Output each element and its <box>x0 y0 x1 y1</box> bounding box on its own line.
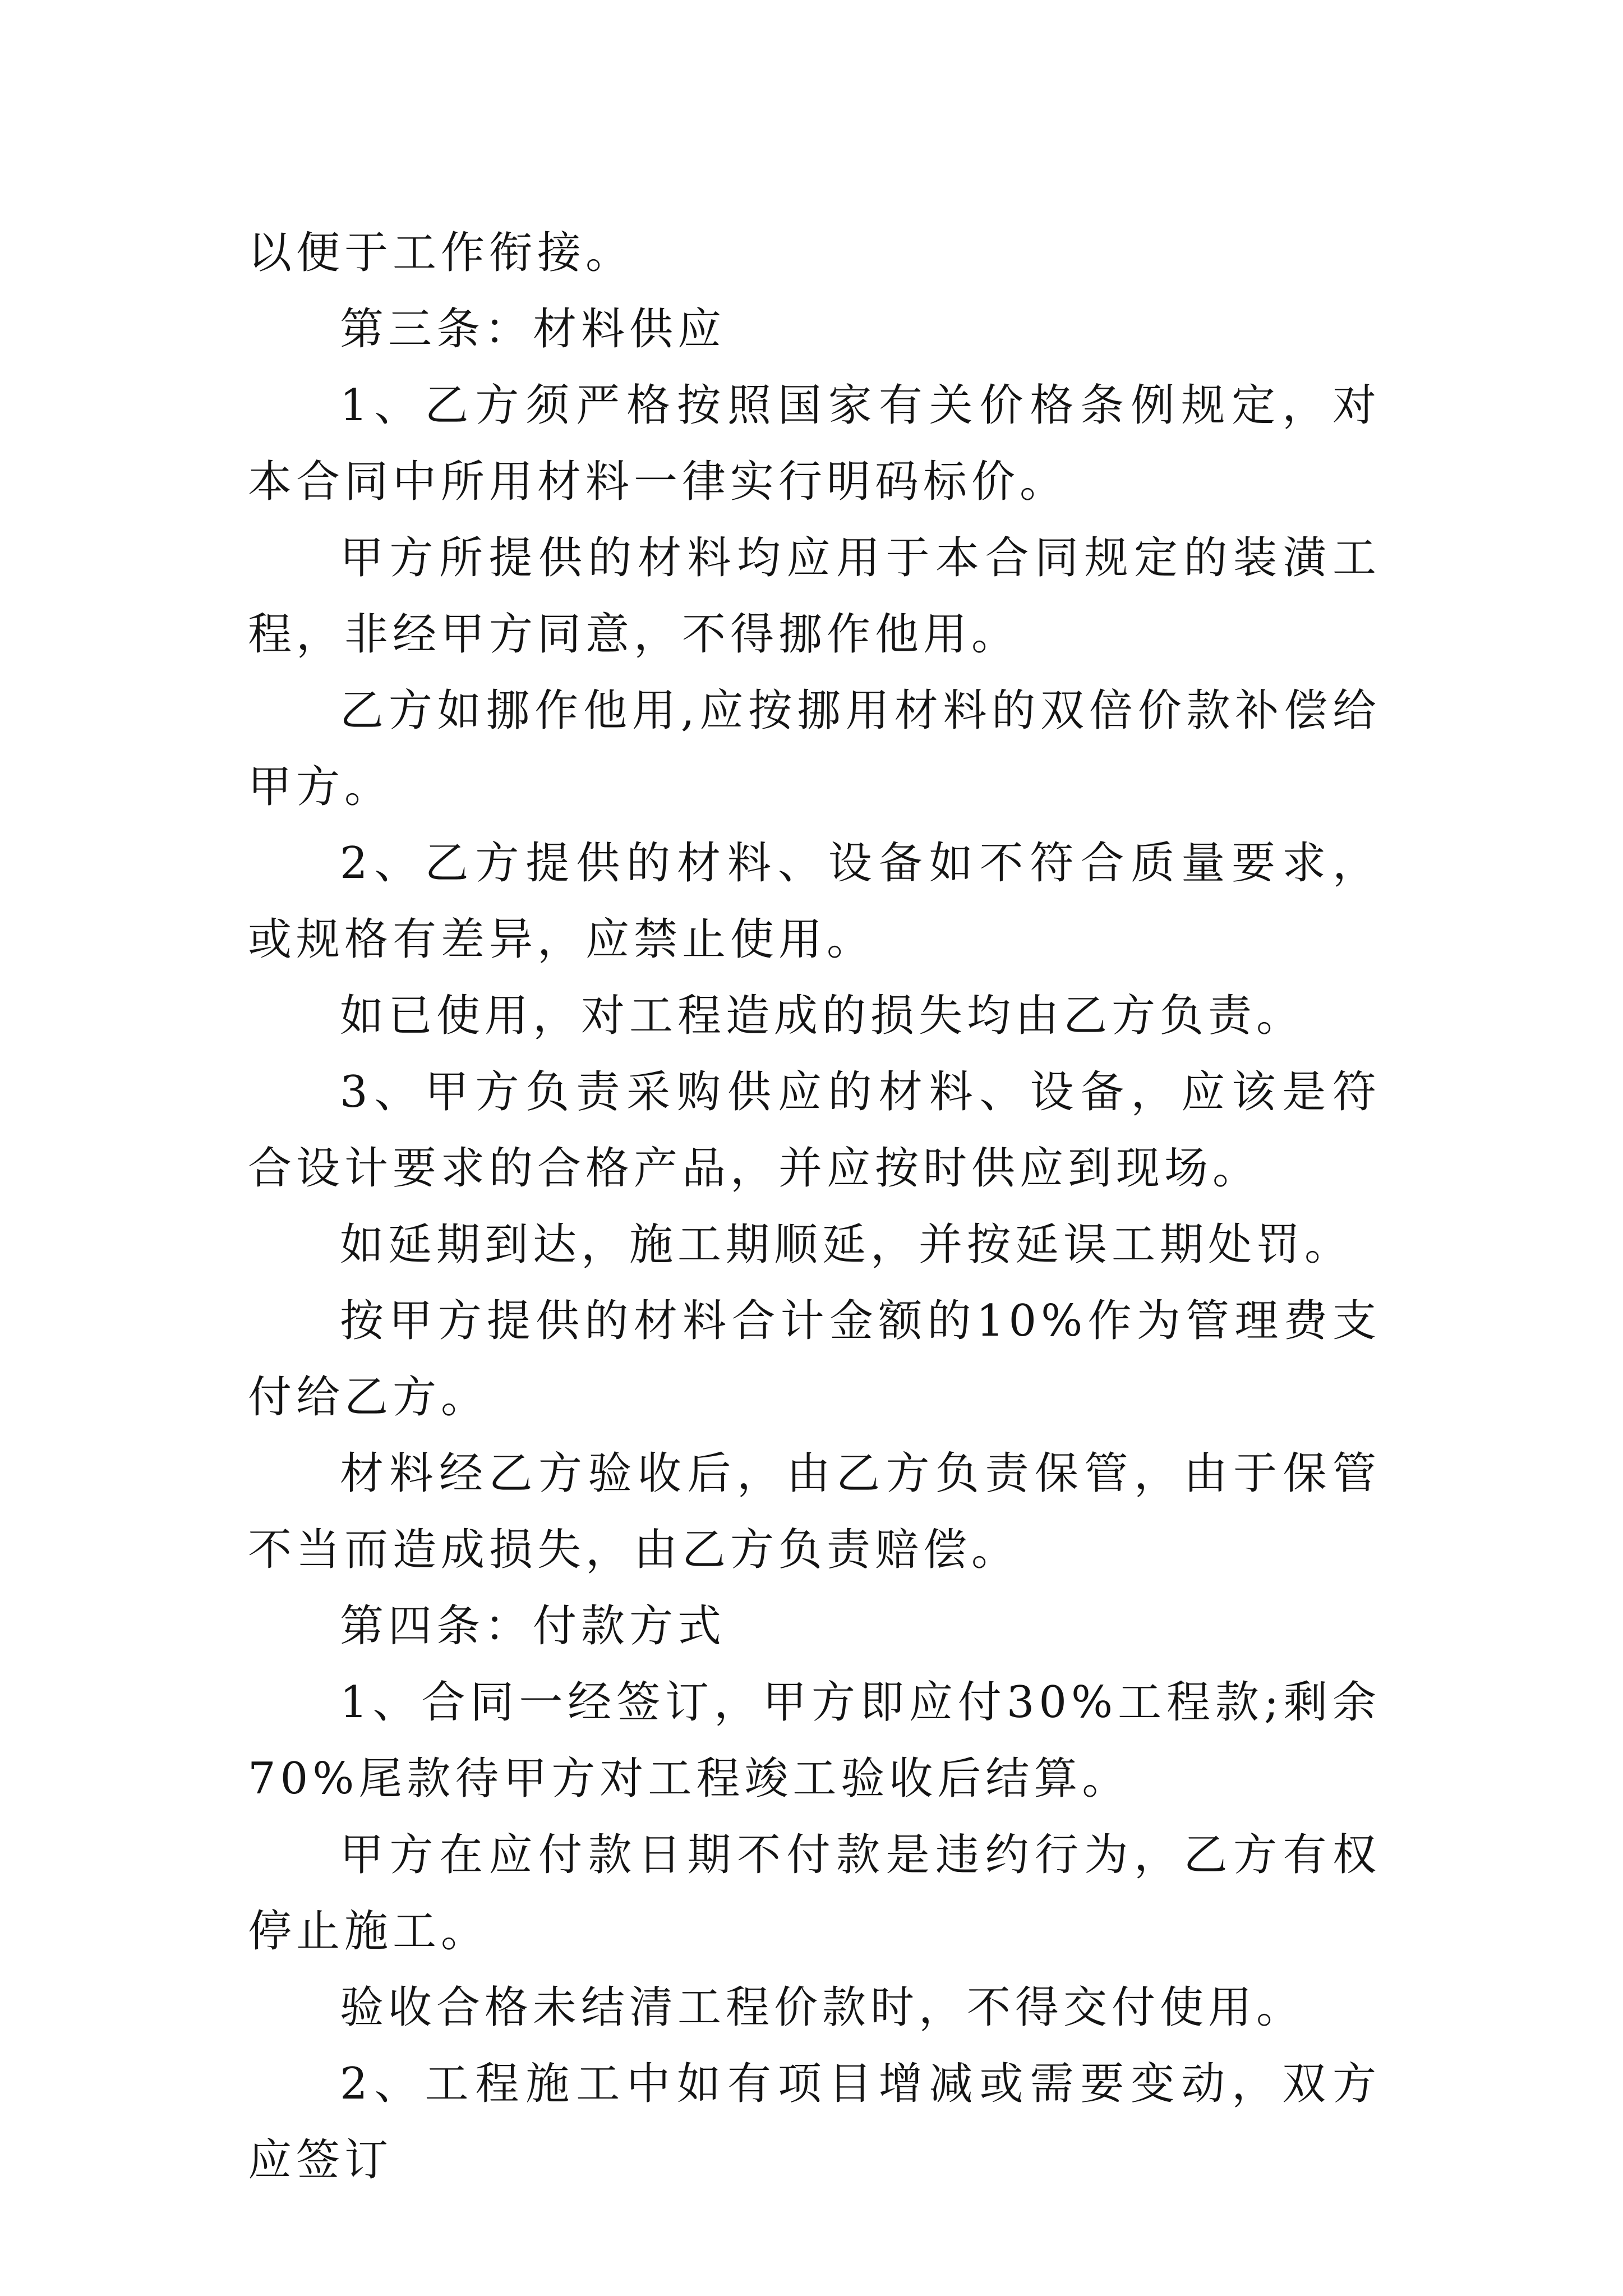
paragraph-15: 验收合格未结清工程价款时，不得交付使用。 <box>340 1982 1305 2033</box>
paragraph-9: 如延期到达，施工期顺延，并按延误工期处罚。 <box>340 1220 1353 1270</box>
paragraph-6: 2、乙方提供的材料、设备如不符合质量要求，或规格有差异，应禁止使用。 <box>248 838 1381 965</box>
paragraph-11: 材料经乙方验收后，由乙方负责保管，由于保管不当而造成损失，由乙方负责赔偿。 <box>248 1448 1381 1575</box>
paragraph-7: 如已使用，对工程造成的损失均由乙方负责。 <box>340 991 1305 1041</box>
paragraph-4: 甲方所提供的材料均应用于本合同规定的装潢工程，非经甲方同意，不得挪作他用。 <box>248 533 1381 660</box>
paragraph-16: 2、工程施工中如有项目增减或需要变动，双方应签订 <box>248 2059 1381 2185</box>
document-body <box>248 215 1381 2198</box>
paragraph-14: 甲方在应付款日期不付款是违约行为，乙方有权停止施工。 <box>248 1830 1381 1957</box>
paragraph-8: 3、甲方负责采购供应的材料、设备，应该是符合设计要求的合格产品，并应按时供应到现场。 <box>248 1067 1381 1194</box>
paragraph-10: 按甲方提供的材料合计金额的10%作为管理费支付给乙方。 <box>248 1296 1381 1423</box>
article-4-heading: 第四条：付款方式 <box>340 1601 726 1651</box>
paragraph-13: 1、合同一经签订，甲方即应付30%工程款;剩余70%尾款待甲方对工程竣工验收后结算。 <box>248 1677 1381 1804</box>
paragraph-5: 乙方如挪作他用,应按挪用材料的双倍价款补偿给甲方。 <box>248 685 1381 812</box>
article-3-heading: 第三条：材料供应 <box>340 304 726 355</box>
paragraph-3: 1、乙方须严格按照国家有关价格条例规定，对本合同中所用材料一律实行明码标价。 <box>248 380 1381 507</box>
paragraph-1: 以便于工作衔接。 <box>248 228 634 278</box>
